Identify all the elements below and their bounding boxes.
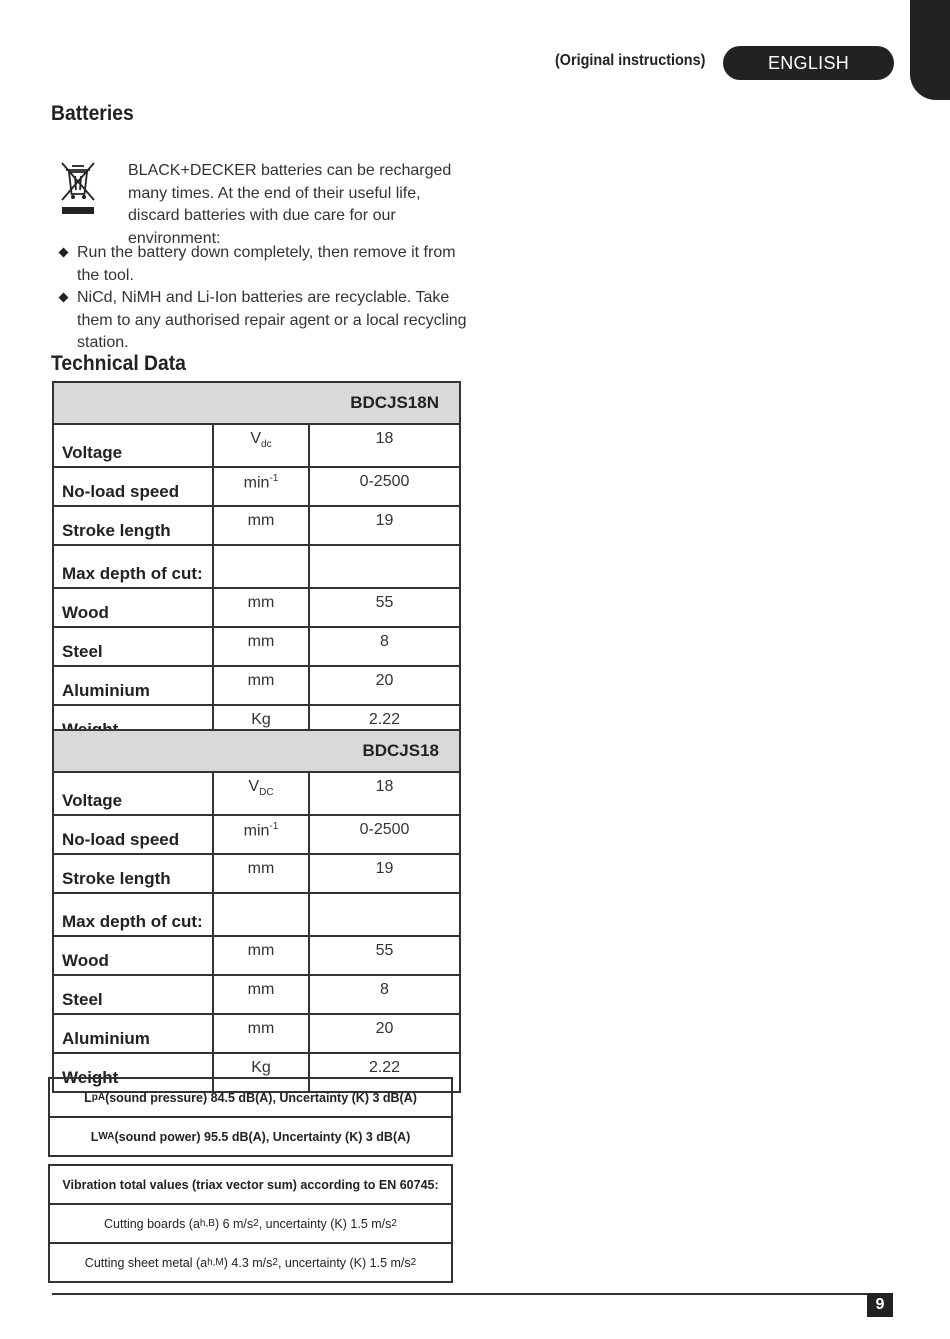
sound-power-row: L WA (sound power) 95.5 dB(A), Uncertainty (K) 3 dB(A) <box>50 1116 451 1155</box>
unit-voltage: $V_{DC}$ <box>213 772 309 815</box>
unit-wood: mm <box>213 936 309 975</box>
label-stroke-length: Stroke length <box>53 506 213 545</box>
vibration-metal-row: Cutting sheet metal (a h,M ) 4.3 m/s 2 , uncertainty (K) 1.5 m/s 2 <box>50 1242 451 1281</box>
section-tab <box>910 0 950 100</box>
unit-no-load-speed: $\min^{-1}$ <box>213 815 309 854</box>
diamond-bullet-icon <box>59 248 69 258</box>
footer-divider <box>52 1293 892 1295</box>
unit-wood: mm <box>213 588 309 627</box>
value-max-depth <box>309 893 460 936</box>
value-steel: 8 <box>309 975 460 1014</box>
spec-table-bdcjs18n <box>52 381 461 745</box>
value-wood: 55 <box>309 588 460 627</box>
label-voltage: Voltage <box>53 772 213 815</box>
label-weight: Weight <box>53 1053 213 1092</box>
label-steel: Steel <box>53 975 213 1014</box>
language-badge: ENGLISH <box>723 46 894 80</box>
list-item: Run the battery down completely, then remove it from the tool. <box>60 242 470 287</box>
unit-aluminium: mm <box>213 1014 309 1053</box>
value-max-depth <box>309 545 460 588</box>
original-instructions-label: (Original instructions) <box>555 52 706 69</box>
label-max-depth: Max depth of cut: <box>53 893 213 936</box>
label-aluminium: Aluminium <box>53 1014 213 1053</box>
value-stroke-length: 19 <box>309 854 460 893</box>
vibration-boards-row: Cutting boards (a h,B ) 6 m/s 2 , uncertainty (K) 1.5 m/s 2 <box>50 1203 451 1242</box>
model-header: BDCJS18 <box>53 730 460 772</box>
label-aluminium: Aluminium <box>53 666 213 705</box>
batteries-intro: BLACK+DECKER batteries can be recharged many times. At the end of their useful life, discard batteries with due care for our environment: <box>128 162 452 247</box>
label-steel: Steel <box>53 627 213 666</box>
technical-data-heading: Technical Data <box>51 352 186 375</box>
value-weight: 2.22 <box>309 705 460 744</box>
model-header: BDCJS18N <box>53 382 460 424</box>
list-item: NiCd, NiMH and Li-Ion batteries are recyclable. Take them to any authorised repair agent or a local recycling station. <box>60 287 470 355</box>
value-voltage: 18 <box>309 424 460 467</box>
batteries-heading: Batteries <box>51 102 134 125</box>
value-no-load-speed: 0-2500 <box>309 467 460 506</box>
value-weight: 2.22 <box>309 1053 460 1092</box>
batteries-bullet-list <box>60 242 470 355</box>
label-wood: Wood <box>53 936 213 975</box>
label-max-depth: Max depth of cut: <box>53 545 213 588</box>
value-voltage: 18 <box>309 772 460 815</box>
unit-no-load-speed: $\min^{-1}$ <box>213 467 309 506</box>
label-voltage: Voltage <box>53 424 213 467</box>
label-stroke-length: Stroke length <box>53 854 213 893</box>
unit-voltage: $V_{dc}$ <box>213 424 309 467</box>
unit-weight: Kg <box>213 1053 309 1092</box>
sound-pressure-row: L pA (sound pressure) 84.5 dB(A), Uncertainty (K) 3 dB(A) <box>84 1090 417 1105</box>
unit-stroke-length: mm <box>213 854 309 893</box>
crossed-out-bin-icon <box>58 160 98 220</box>
value-no-load-speed: 0-2500 <box>309 815 460 854</box>
value-aluminium: 20 <box>309 666 460 705</box>
label-no-load-speed: No-load speed <box>53 467 213 506</box>
value-stroke-length: 19 <box>309 506 460 545</box>
value-steel: 8 <box>309 627 460 666</box>
unit-aluminium: mm <box>213 666 309 705</box>
page-number: 9 <box>867 1293 893 1317</box>
value-aluminium: 20 <box>309 1014 460 1053</box>
unit-weight: Kg <box>213 705 309 744</box>
unit-max-depth <box>213 545 309 588</box>
vibration-title-row: Vibration total values (triax vector sum) according to EN 60745: <box>62 1177 439 1192</box>
label-wood: Wood <box>53 588 213 627</box>
unit-steel: mm <box>213 975 309 1014</box>
sound-values-box <box>48 1077 453 1157</box>
unit-max-depth <box>213 893 309 936</box>
value-wood: 55 <box>309 936 460 975</box>
spec-table-bdcjs18 <box>52 729 461 1093</box>
label-no-load-speed: No-load speed <box>53 815 213 854</box>
diamond-bullet-icon <box>59 293 69 303</box>
unit-steel: mm <box>213 627 309 666</box>
vibration-values-box <box>48 1164 453 1283</box>
unit-stroke-length: mm <box>213 506 309 545</box>
